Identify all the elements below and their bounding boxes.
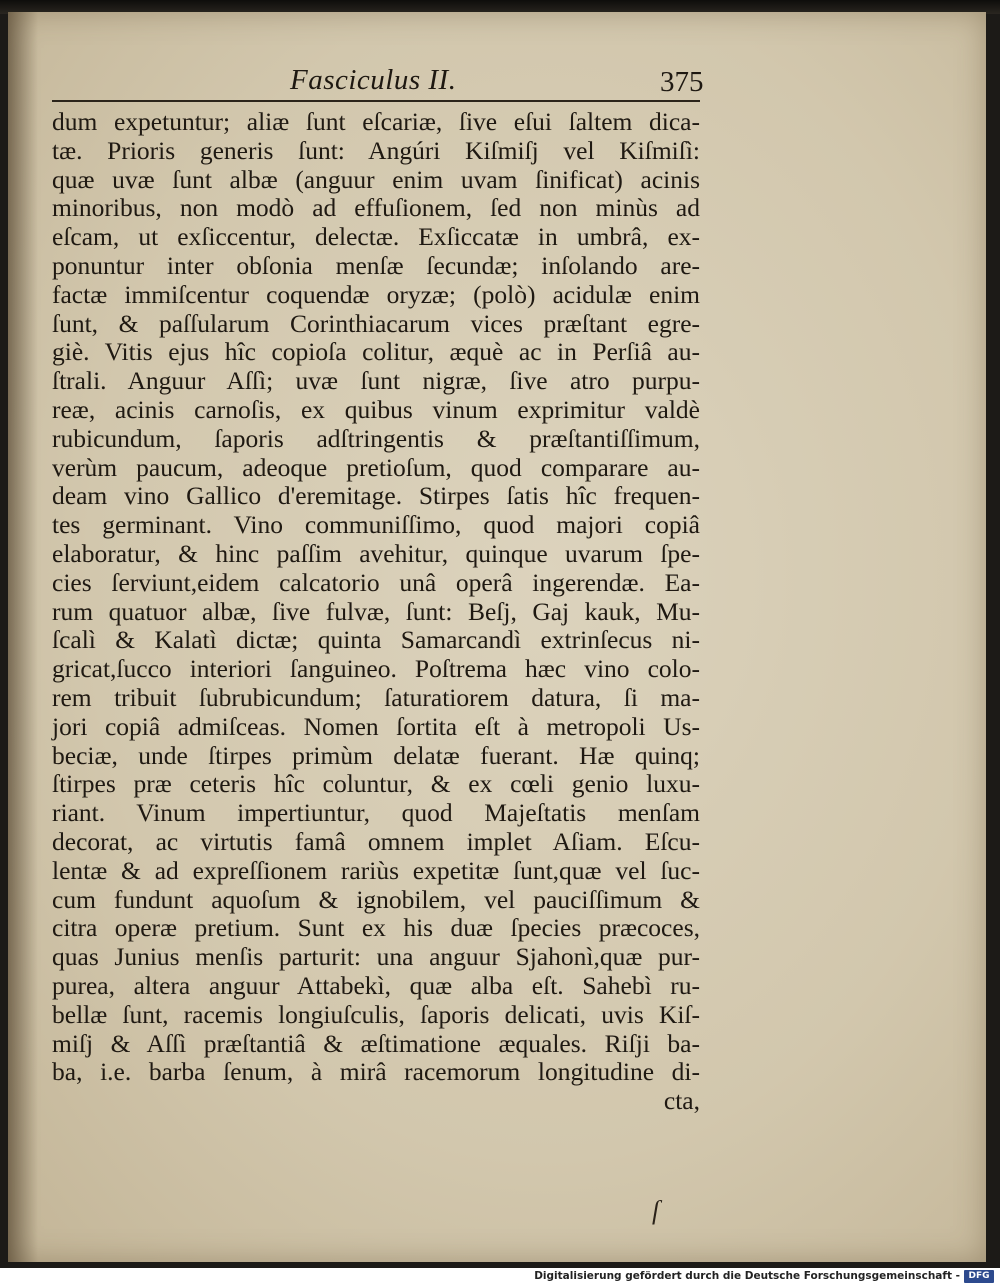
text-line: eſcam, ut exſiccentur, delectæ. Exſiccatæ in umbrâ, ex- — [52, 222, 700, 252]
text-line: quæ uvæ ſunt albæ (anguur enim uvam ſinificat) acinis — [52, 164, 700, 194]
text-line: miſj & Aſſì præſtantiâ & æſtimatione æquales. Riſji ba- — [52, 1028, 700, 1058]
text-line: rem tribuit ſubrubicundum; ſaturatiorem datura, ſi ma- — [52, 682, 700, 712]
text-line: dum expetuntur; aliæ ſunt eſcariæ, ſive eſui ſaltem dica- — [52, 107, 700, 136]
text-line: cies ſerviunt,eidem calcatorio unâ operâ ingerendæ. Ea- — [52, 567, 700, 597]
text-line: quas Junius menſis parturit: una anguur Sjahonì,quæ pur- — [52, 942, 700, 972]
text-line: minoribus, non modò ad effuſionem, ſed non minùs ad — [52, 193, 700, 223]
page-header — [52, 64, 720, 106]
dfg-logo: DFG — [964, 1270, 994, 1283]
text-line: factæ immiſcentur coquendæ oryzæ; (polò) acidulæ enim — [52, 279, 700, 309]
text-line: deam vino Gallico d'eremitage. Stirpes ſatis hîc frequen- — [52, 481, 700, 511]
page-gutter-shadow — [8, 12, 38, 1262]
text-line: ſunt, & paſſularum Corinthiacarum vices præſtant egre- — [52, 308, 700, 338]
text-line: bellæ ſunt, racemis longiuſculis, ſaporis delicati, uvis Kiſ- — [52, 999, 700, 1029]
footer-bar — [0, 1268, 1000, 1285]
text-line: giè. Vitis ejus hîc copioſa colitur, æquè ac in Perſiâ au- — [52, 337, 700, 367]
text-line: beciæ, unde ſtirpes primùm delatæ fuerant. Hæ quinq; — [52, 740, 700, 770]
text-line: riant. Vinum impertiuntur, quod Majeſtatis menſam — [52, 798, 700, 828]
text-line: decorat, ac virtutis famâ omnem implet Aſiam. Eſcu- — [52, 826, 700, 856]
text-line: rubicundum, ſaporis adſtringentis & præſtantiſſimum, — [52, 423, 700, 453]
text-line: ſcalì & Kalatì dictæ; quinta Samarcandì extrinſecus ni- — [52, 625, 700, 655]
text-line: purea, altera anguur Attabekì, quæ alba eſt. Sahebì ru- — [52, 970, 700, 1000]
text-line: lentæ & ad expreſſionem rariùs expetitæ ſunt,quæ vel ſuc- — [52, 855, 700, 885]
body-text — [52, 108, 700, 1116]
text-line: ba, i.e. barba ſenum, à mirâ racemorum longitudine di- — [52, 1057, 700, 1087]
text-line: elaboratur, & hinc paſſim avehitur, quinque uvarum ſpe- — [52, 538, 700, 568]
text-line: ſtirpes præ ceteris hîc coluntur, & ex cœli genio luxu- — [52, 769, 700, 799]
text-line: cum fundunt aquoſum & ignobilem, vel pauciſſimum & — [52, 884, 700, 914]
header-rule — [52, 100, 700, 102]
text-line: rum quatuor albæ, ſive fulvæ, ſunt: Beſj, Gaj kauk, Mu- — [52, 596, 700, 626]
text-line: ſtrali. Anguur Aſſì; uvæ ſunt nigræ, ſive atro purpu- — [52, 366, 700, 396]
text-line: tæ. Prioris generis ſunt: Angúri Kiſmiſj vel Kiſmiſì: — [52, 135, 700, 165]
digitization-credit: Digitalisierung gefördert durch die Deutsche Forschungsgemeinschaft - — [534, 1270, 960, 1282]
text-line: tes germinant. Vino communiſſimo, quod majori copiâ — [52, 510, 700, 540]
text-line: verùm paucum, adeoque pretioſum, quod comparare au- — [52, 452, 700, 482]
text-line: reæ, acinis carnoſis, ex quibus vinum exprimitur valdè — [52, 394, 700, 424]
text-line: ponuntur inter obſonia menſæ ſecundæ; inſolando are- — [52, 250, 700, 280]
text-line: jori copiâ admiſceas. Nomen ſortita eſt à metropoli Us- — [52, 711, 700, 741]
text-line: gricat,ſucco interiori ſanguineo. Poſtrema hæc vino colo- — [52, 654, 700, 684]
text-line: cta, — [663, 1086, 700, 1116]
text-line: citra operæ pretium. Sunt ex his duæ ſpecies præcoces, — [52, 913, 700, 943]
page-number: 375 — [660, 66, 704, 98]
running-head: Fasciculus II. — [290, 64, 457, 96]
signature-mark: ſ — [652, 1196, 660, 1225]
